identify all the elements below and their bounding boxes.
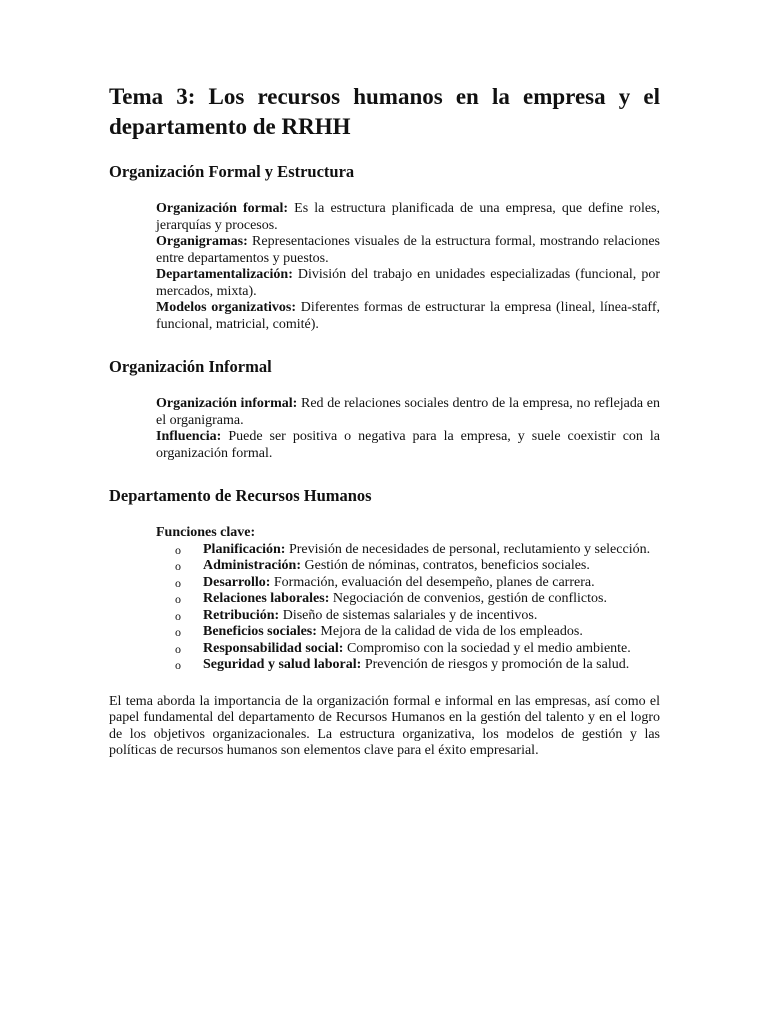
definition-list bbox=[156, 396, 660, 462]
document-page bbox=[109, 82, 660, 774]
function-term: Retribución: bbox=[203, 607, 280, 623]
definition-term: Influencia: bbox=[156, 429, 222, 444]
function-term: Beneficios sociales: bbox=[203, 624, 317, 639]
list-item bbox=[156, 608, 660, 625]
bullet-circle-icon: o bbox=[175, 542, 181, 557]
list-item bbox=[156, 558, 660, 575]
section-informal-organization bbox=[109, 357, 660, 462]
list-item bbox=[156, 542, 660, 559]
definition-term: Organigramas: bbox=[156, 234, 248, 249]
definition-item bbox=[156, 201, 660, 234]
document-title: Tema 3: Los recursos humanos en la empresa y el departamento de RRHH bbox=[109, 84, 660, 139]
function-text: Previsión de necesidades de personal, reclutamiento y selección. bbox=[285, 541, 651, 557]
function-text: Negociación de convenios, gestión de conflictos. bbox=[329, 591, 607, 606]
bullet-circle-icon: o bbox=[175, 658, 181, 672]
bullet-circle-icon: o bbox=[175, 575, 181, 590]
definition-text: Red de relaciones sociales dentro de la empresa, no reflejada en el organigrama. bbox=[156, 396, 660, 428]
definition-item bbox=[156, 429, 660, 462]
definition-text: Diferentes formas de estructurar la empresa (lineal, línea-staff, funcional, matricial, comité). bbox=[156, 300, 660, 332]
function-term: Seguridad y salud laboral: bbox=[203, 657, 362, 672]
functions-block bbox=[156, 525, 660, 674]
section-hr-department bbox=[109, 486, 660, 674]
function-term: Planificación: bbox=[203, 541, 286, 557]
list-item bbox=[156, 657, 660, 674]
function-term: Desarrollo: bbox=[203, 574, 271, 590]
definition-text: Es la estructura planificada de una empresa, que define roles, jerarquías y procesos. bbox=[156, 201, 660, 233]
bullet-circle-icon: o bbox=[175, 559, 181, 573]
list-item bbox=[156, 575, 660, 592]
section-heading: Organización Informal bbox=[109, 357, 272, 376]
function-term: Relaciones laborales: bbox=[203, 591, 330, 606]
definition-text: Puede ser positiva o negativa para la empresa, y suele coexistir con la organización formal. bbox=[156, 429, 660, 461]
definition-term: Departamentalización: bbox=[156, 267, 293, 282]
definition-text: Representaciones visuales de la estructura formal, mostrando relaciones entre departamentos y puestos. bbox=[156, 234, 660, 266]
function-term: Administración: bbox=[203, 558, 301, 573]
section-heading: Departamento de Recursos Humanos bbox=[109, 486, 372, 505]
function-text: Compromiso con la sociedad y el medio ambiente. bbox=[343, 640, 631, 656]
summary-paragraph: El tema aborda la importancia de la organización formal e informal en las empresas, así como el papel fundamental del departamento de Recursos Humanos en la gestión del talento y en el logro de los objetivos organizacionales. La estructura organizativa, los modelos de gestión y las políticas de recursos humanos son elementos clave para el éxito empresarial. bbox=[109, 693, 660, 758]
definition-term: Organización informal: bbox=[156, 396, 298, 411]
function-text: Diseño de sistemas salariales y de incentivos. bbox=[279, 607, 538, 623]
bullet-circle-icon: o bbox=[175, 592, 181, 606]
section-formal-organization bbox=[109, 162, 660, 333]
section-heading: Organización Formal y Estructura bbox=[109, 162, 355, 181]
definition-text: División del trabajo en unidades especializadas (funcional, por mercados, mixta). bbox=[156, 267, 660, 299]
definition-list bbox=[156, 201, 660, 333]
list-item bbox=[156, 641, 660, 658]
definition-item bbox=[156, 300, 660, 333]
bullet-circle-icon: o bbox=[175, 608, 181, 623]
definition-item bbox=[156, 267, 660, 300]
list-item bbox=[156, 591, 660, 608]
function-text: Mejora de la calidad de vida de los empleados. bbox=[316, 624, 583, 639]
functions-list bbox=[156, 542, 660, 674]
bullet-circle-icon: o bbox=[175, 641, 181, 656]
function-term: Responsabilidad social: bbox=[203, 640, 344, 656]
definition-term: Modelos organizativos: bbox=[156, 300, 297, 315]
definition-term: Organización formal: bbox=[156, 201, 289, 216]
list-item bbox=[156, 624, 660, 641]
function-text: Gestión de nóminas, contratos, beneficios sociales. bbox=[301, 558, 590, 573]
function-text: Formación, evaluación del desempeño, planes de carrera. bbox=[270, 574, 595, 590]
function-text: Prevención de riesgos y promoción de la salud. bbox=[361, 657, 630, 672]
bullet-circle-icon: o bbox=[175, 625, 181, 639]
definition-item bbox=[156, 234, 660, 267]
functions-label: Funciones clave: bbox=[156, 525, 256, 540]
definition-item bbox=[156, 396, 660, 429]
